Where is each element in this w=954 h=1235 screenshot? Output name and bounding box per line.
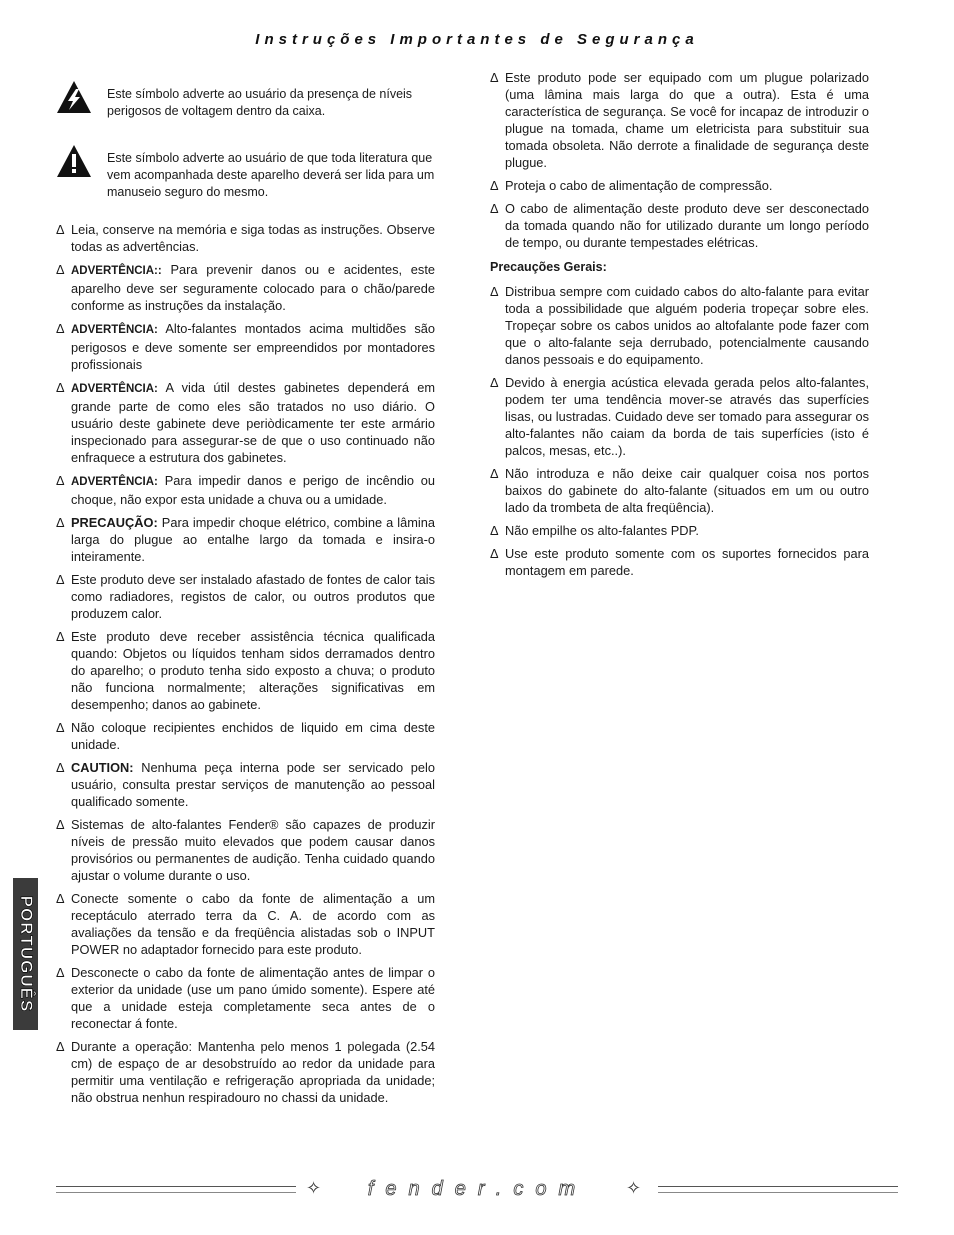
list-item — [490, 200, 869, 251]
item-text: O cabo de alimentação deste produto deve ser desconectado da tomada quando não for utilizado durante um longo período de tempo, ou durante tempestades elétricas. — [505, 201, 869, 250]
item-label: ADVERTÊNCIA: — [71, 476, 158, 488]
item-label: ADVERTÊNCIA: — [71, 383, 158, 395]
left-column — [56, 76, 435, 1112]
list-item — [56, 964, 435, 1032]
item-label: ADVERTÊNCIA:: — [71, 265, 162, 277]
delta-bullet-icon: Δ — [490, 70, 499, 85]
page-title: Instruções Importantes de Segurança — [255, 31, 699, 48]
delta-bullet-icon: Δ — [56, 629, 65, 644]
delta-bullet-icon: Δ — [490, 523, 499, 538]
delta-bullet-icon: Δ — [490, 284, 499, 299]
delta-bullet-icon: Δ — [56, 321, 65, 336]
general-precautions-heading: Precauções Gerais: — [490, 260, 607, 274]
item-text: Para prevenir danos ou e acidentes, este aparelho deve ser seguramente colocado para o chão/parede conforme as instruções da instalação. — [71, 262, 435, 313]
item-text: Não empilhe os alto-falantes PDP. — [505, 523, 699, 538]
symbol-row-voltage — [56, 76, 435, 120]
list-item — [56, 759, 435, 810]
item-text: Para impedir danos e perigo de incêndio ou choque, não expor esta unidade a chuva ou a umidade. — [71, 473, 435, 507]
delta-bullet-icon: Δ — [490, 178, 499, 193]
list-item — [56, 472, 435, 508]
right-column — [490, 69, 869, 585]
footer-rule-right — [658, 1186, 898, 1187]
safety-list-right — [490, 69, 869, 251]
list-item — [56, 320, 435, 373]
delta-bullet-icon: Δ — [490, 201, 499, 216]
list-item — [490, 522, 869, 539]
item-text: Durante a operação: Mantenha pelo menos 1 polegada (2.54 cm) de espaço de ar desobstruído ao redor da unidade para permitir uma ventilação e refrigeração apropriada da unidade; não obstrua nenhun respiradouro no chassi da unidade. — [71, 1039, 435, 1105]
symbol-row-literature — [56, 140, 435, 201]
item-text: Nenhuma peça interna pode ser servicado pelo usuário, consulta prestar serviços de manutenção ao pessoal qualificado somente. — [71, 760, 435, 809]
delta-bullet-icon: Δ — [56, 1039, 65, 1054]
list-item — [490, 545, 869, 579]
delta-bullet-icon: Δ — [490, 375, 499, 390]
footer-website: fender.com — [367, 1178, 588, 1200]
list-item — [56, 571, 435, 622]
list-item — [56, 890, 435, 958]
footer-rule-left — [56, 1186, 296, 1187]
list-item — [56, 221, 435, 255]
item-label: PRECAUÇÃO: — [71, 515, 158, 530]
general-precautions-list — [490, 283, 869, 579]
delta-bullet-icon: Δ — [490, 546, 499, 561]
list-item — [490, 283, 869, 368]
symbol-text: Este símbolo adverte ao usuário da presença de níveis perigosos de voltagem dentro da caixa. — [107, 87, 413, 118]
item-text: Alto-falantes montados acima multidões são perigosos e deve somente ser empreendidos por montadores profissionais — [71, 321, 435, 372]
item-label: CAUTION: — [71, 760, 134, 775]
list-item — [56, 514, 435, 565]
list-item — [56, 719, 435, 753]
item-text: Não coloque recipientes enchidos de liquido em cima deste unidade. — [71, 720, 435, 752]
item-text: Conecte somente o cabo da fonte de alimentação a um receptáculo aterrado terra da C. A. de acordo com as avaliações da tensão e da freqüência alistadas sob o INPUT POWER no adaptador fornecido para este produto. — [71, 891, 435, 957]
list-item — [56, 816, 435, 884]
footer-ornament-left-icon: ✧ — [306, 1178, 322, 1198]
symbol-text: Este símbolo adverte ao usuário de que toda literatura que vem acompanhada deste aparelho deverá ser lida para um manuseio seguro do mesmo. — [107, 151, 435, 199]
footer-ornament-right-icon: ✧ — [626, 1178, 642, 1198]
list-item — [490, 465, 869, 516]
item-text: Este produto deve ser instalado afastado de fontes de calor tais como radiadores, registos de calor, ou outros produtos que produzem calor. — [71, 572, 435, 621]
delta-bullet-icon: Δ — [56, 572, 65, 587]
item-text: Não introduza e não deixe cair qualquer coisa nos portos baixos do gabinete do alto-falante (situados em um ou outro lado da trombeta de alta freqüência). — [505, 466, 869, 515]
list-item — [490, 69, 869, 171]
delta-bullet-icon: Δ — [56, 720, 65, 735]
language-side-tab — [13, 878, 38, 1030]
delta-bullet-icon: Δ — [490, 466, 499, 481]
item-text: Para impedir choque elétrico, combine a lâmina larga do plugue ao entalhe largo da tomada e insira-o inteiramente. — [71, 515, 435, 564]
item-text: Distribua sempre com cuidado cabos do alto-falante para evitar toda a possibilidade que alguém poderia tropeçar sobre eles. Tropeçar sobre os cabos unidos ao altofalante pode fazer com que o alto-falante seja derrubado, potencialmente causando danos pessoais e do equipamento. — [505, 284, 869, 367]
delta-bullet-icon: Δ — [56, 965, 65, 980]
item-text: Use este produto somente com os suportes fornecidos para montagem em parede. — [505, 546, 869, 578]
item-text: Este produto pode ser equipado com um plugue polarizado (uma lâmina mais larga do que a outra). Esta é uma característica de segurança. Se você for incapaz de introduzir o plugue na tomada, chame um eletricista para substituir sua tomada obsoleta. Não derrote a finalidade de segurança deste plugue. — [505, 70, 869, 170]
delta-bullet-icon: Δ — [56, 473, 65, 488]
item-text: Leia, conserve na memória e siga todas as instruções. Observe todas as advertências. — [71, 222, 435, 254]
delta-bullet-icon: Δ — [56, 262, 65, 277]
item-text: Proteja o cabo de alimentação de compressão. — [505, 178, 773, 193]
item-text: Devido à energia acústica elevada gerada pelos alto-falantes, podem ter uma tendência mover-se através das superfícies lisas, ou lustradas. Cuidado deve ser tomado para assegurar os alto-falantes não caiam da borda de tais superfícies (isto é palcos, mesas, etc..). — [505, 375, 869, 458]
footer-rule-left-thin — [56, 1192, 296, 1193]
delta-bullet-icon: Δ — [56, 817, 65, 832]
item-text: Sistemas de alto-falantes Fender® são capazes de produzir níveis de pressão muito elevados que podem causar danos provisórios ou permanentes de audição. Tenha cuidado quando ajustar o volume durante o uso. — [71, 817, 435, 883]
item-text: Este produto deve receber assistência técnica qualificada quando: Objetos ou líquidos tenham sidos derramados dentro do aparelho; o produto tenha sido exposto a chuva; o produto não funciona normalmente; alterações significativas em desempenho; danos ao gabinete. — [71, 629, 435, 712]
list-item — [56, 1038, 435, 1106]
item-text: A vida útil destes gabinetes dependerá em grande parte de como eles são tratados no uso diário. O usuário deste gabinete deve periòdicamente ter este armário inspecionado para assegurar-se de que o uso continuado não enfraquece a estrutura dos gabinetes. — [71, 380, 435, 465]
item-text: Desconecte o cabo da fonte de alimentação antes de limpar o exterior da unidade (use um pano úmido somente). Espere até que a unidade esteja completamente seca antes de o reconectar á fonte. — [71, 965, 435, 1031]
delta-bullet-icon: Δ — [56, 380, 65, 395]
delta-bullet-icon: Δ — [56, 515, 65, 530]
delta-bullet-icon: Δ — [56, 760, 65, 775]
item-label: ADVERTÊNCIA: — [71, 324, 158, 336]
list-item — [56, 379, 435, 466]
safety-list-left — [56, 221, 435, 1106]
delta-bullet-icon: Δ — [56, 891, 65, 906]
list-item — [490, 374, 869, 459]
exclamation-warning-icon — [56, 144, 92, 178]
list-item — [490, 177, 869, 194]
footer-rule-right-thin — [658, 1192, 898, 1193]
side-tab-label: PORTUGUÊS — [16, 895, 36, 1013]
list-item — [56, 628, 435, 713]
delta-bullet-icon: Δ — [56, 222, 65, 237]
lightning-warning-icon — [56, 80, 92, 114]
list-item — [56, 261, 435, 314]
